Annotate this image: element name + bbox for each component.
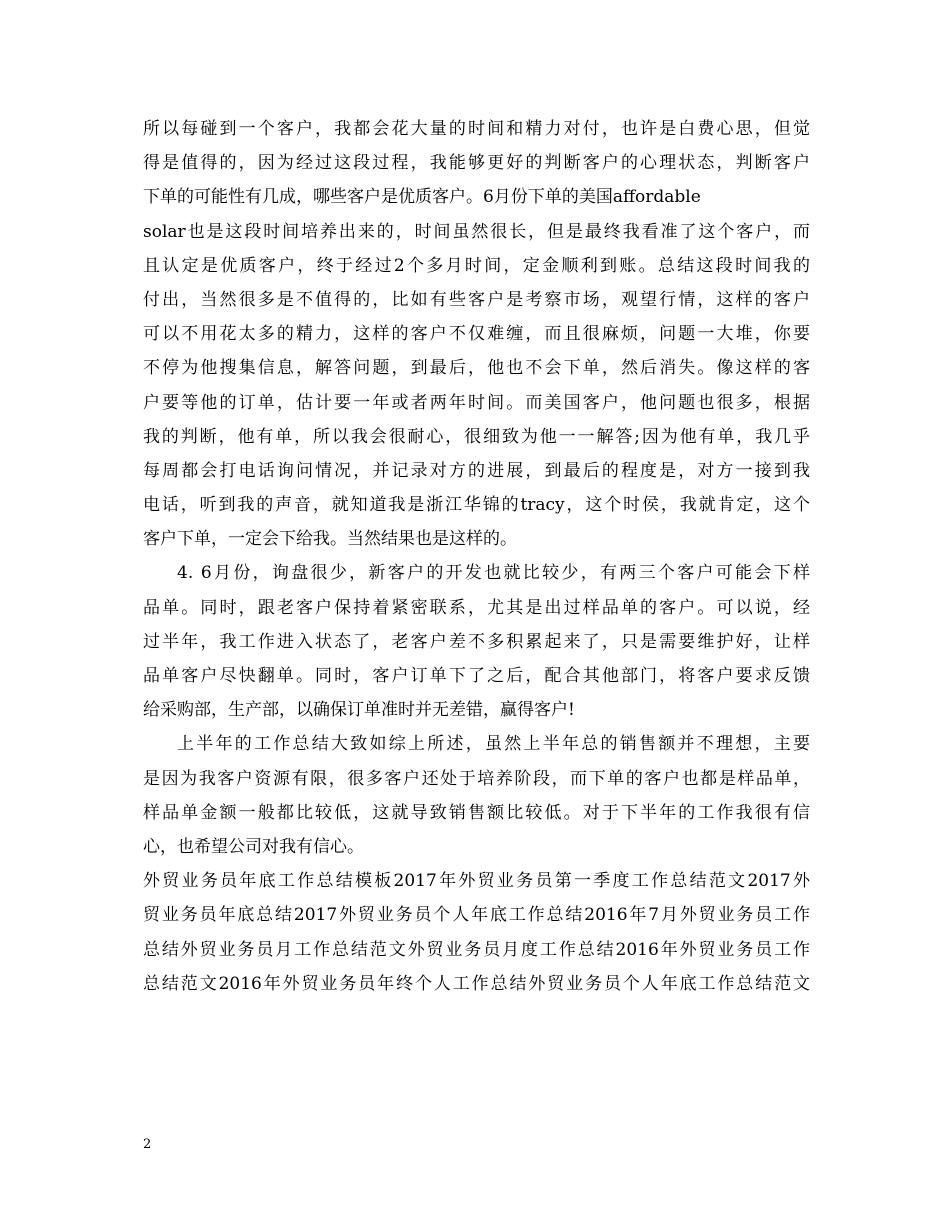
text-line: 电话，听到我的声音，就知道我是浙江华锦的tracy，这个时侯，我就肯定，这个	[143, 495, 810, 516]
text-line: 4. 6月份，询盘很少，新客户的开发也就比较少，有两三个客户可能会下样	[177, 563, 810, 584]
text-line: 所以每碰到一个客户，我都会花大量的时间和精力对付，也许是白费心思，但觉	[143, 119, 810, 139]
text-line: 品单。同时，跟老客户保持着紧密联系，尤其是出过样品单的客户。可以说，经	[143, 597, 810, 618]
text-line: 户要等他的订单，估计要一年或者两年时间。而美国客户，他问题也很多，根据	[143, 392, 810, 413]
document-body	[143, 112, 810, 1001]
text-line: 付出，当然很多是不值得的，比如有些客户是考察市场，观望行情，这样的客户	[143, 289, 810, 310]
text-line: 客户下单，一定会下给我。当然结果也是这样的。	[143, 529, 517, 550]
text-line: 不停为他搜集信息，解答问题，到最后，他也不会下单，然后消失。像这样的客	[143, 358, 810, 379]
text-line: 过半年，我工作进入状态了，老客户差不多积累起来了，只是需要维护好，让样	[143, 631, 810, 652]
text-line: 给采购部，生产部，以确保订单准时并无差错，赢得客户!	[143, 700, 575, 721]
text-line: 得是值得的，因为经过这段过程，我能够更好的判断客户的心理状态，判断客户	[143, 153, 810, 174]
text-line: solar也是这段时间培养出来的，时间虽然很长，但是最终我看准了这个客户，而	[143, 221, 810, 242]
text-line: 是因为我客户资源有限，很多客户还处于培养阶段，而下单的客户也都是样品单，	[143, 768, 810, 789]
text-line: 外贸业务员年底工作总结模板2017年外贸业务员第一季度工作总结范文2017外	[143, 871, 810, 892]
text-line: 且认定是优质客户，终于经过2个多月时间，定金顺利到账。总结这段时间我的	[143, 255, 810, 276]
text-line: 心，也希望公司对我有信心。	[143, 836, 364, 857]
text-line: 我的判断，他有单，所以我会很耐心，很细致为他一一解答;因为他有单，我几乎	[143, 426, 810, 447]
text-line: 下单的可能性有几成，哪些客户是优质客户。6月份下单的美国affordable	[143, 187, 701, 208]
text-line: 贸业务员年底总结2017外贸业务员个人年底工作总结2016年7月外贸业务员工作	[143, 905, 810, 926]
text-line: 上半年的工作总结大致如综上所述，虽然上半年总的销售额并不理想，主要	[177, 734, 810, 755]
text-line: 每周都会打电话询问情况，并记录对方的进展，到最后的程度是，对方一接到我	[143, 460, 810, 481]
text-line: 总结范文2016年外贸业务员年终个人工作总结外贸业务员个人年底工作总结范文	[143, 973, 810, 994]
text-line: 样品单金额一般都比较低，这就导致销售额比较低。对于下半年的工作我很有信	[143, 802, 810, 823]
page-number: 2	[143, 1137, 152, 1152]
text-line: 品单客户尽快翻单。同时，客户订单下了之后，配合其他部门，将客户要求反馈	[143, 666, 810, 686]
text-line: 总结外贸业务员月工作总结范文外贸业务员月度工作总结2016年外贸业务员工作	[143, 939, 810, 960]
text-line: 可以不用花太多的精力，这样的客户不仅难缠，而且很麻烦，问题一大堆，你要	[143, 324, 810, 345]
